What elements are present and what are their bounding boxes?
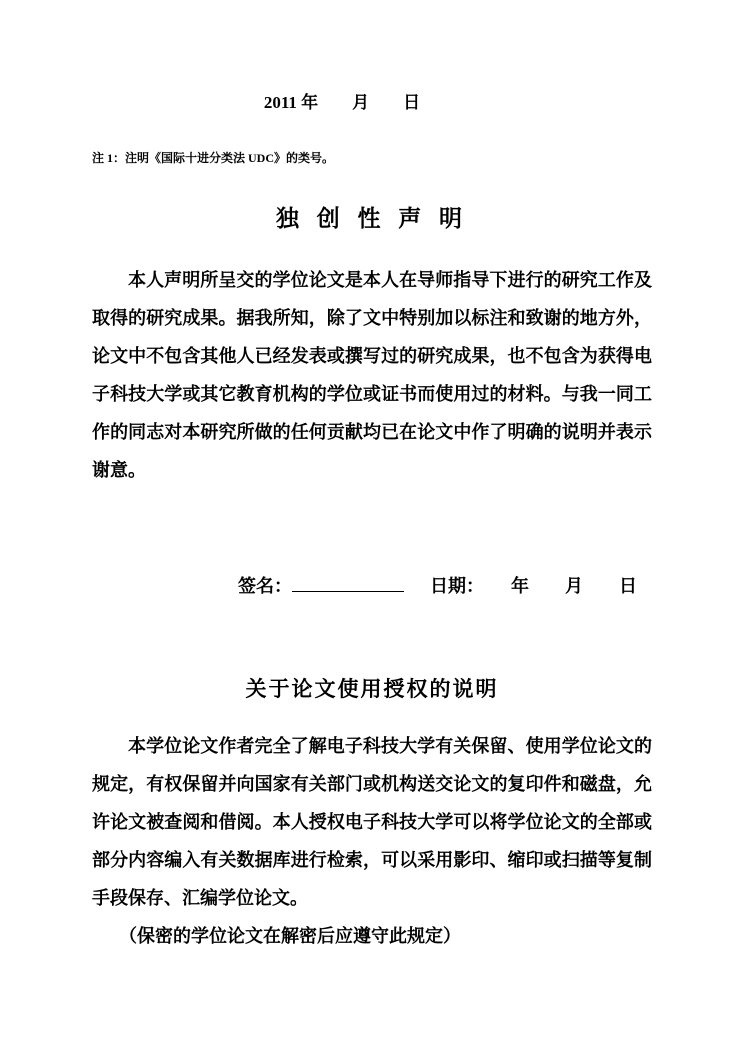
declaration-body: 本人声明所呈交的学位论文是本人在导师指导下进行的研究工作及取得的研究成果。据我所知，除了文中特别加以标注和致谢的地方外，论文中不包含其他人已经发表或撰写过的研究成果，也不包含为获得电子科技大学或其它教育机构的学位或证书而使用过的材料。与我一同工作的同志对本研究所做的任何贡献均已在论文中作了明确的说明并表示谢意。 [92,270,652,480]
udc-footnote: 注 1：注明《国际十进分类法 UDC》的类号。 [92,151,334,165]
confidential-note: （保密的学位论文在解密后应遵守此规定） [119,926,461,946]
authorization-title: 关于论文使用授权的说明 [245,677,499,701]
signature-label: 签名： [238,576,292,596]
signature-blank-line [292,573,404,592]
declaration-title: 独 创 性 声 明 [276,206,468,231]
signature-row [92,551,652,619]
date-label: 日期： [430,576,475,596]
top-date-line: 2011 年 月 日 [263,93,421,112]
date-fields: 年 月 日 [475,576,637,596]
authorization-body: 本学位论文作者完全了解电子科技大学有关保留、使用学位论文的规定，有权保留并向国家有关部门或机构送交论文的复印件和磁盘，允许论文被查阅和借阅。本人授权电子科技大学可以将学位论文的全部或部分内容编入有关数据库进行检索，可以采用影印、缩印或扫描等复制手段保存、汇编学位论文。 [92,736,652,908]
